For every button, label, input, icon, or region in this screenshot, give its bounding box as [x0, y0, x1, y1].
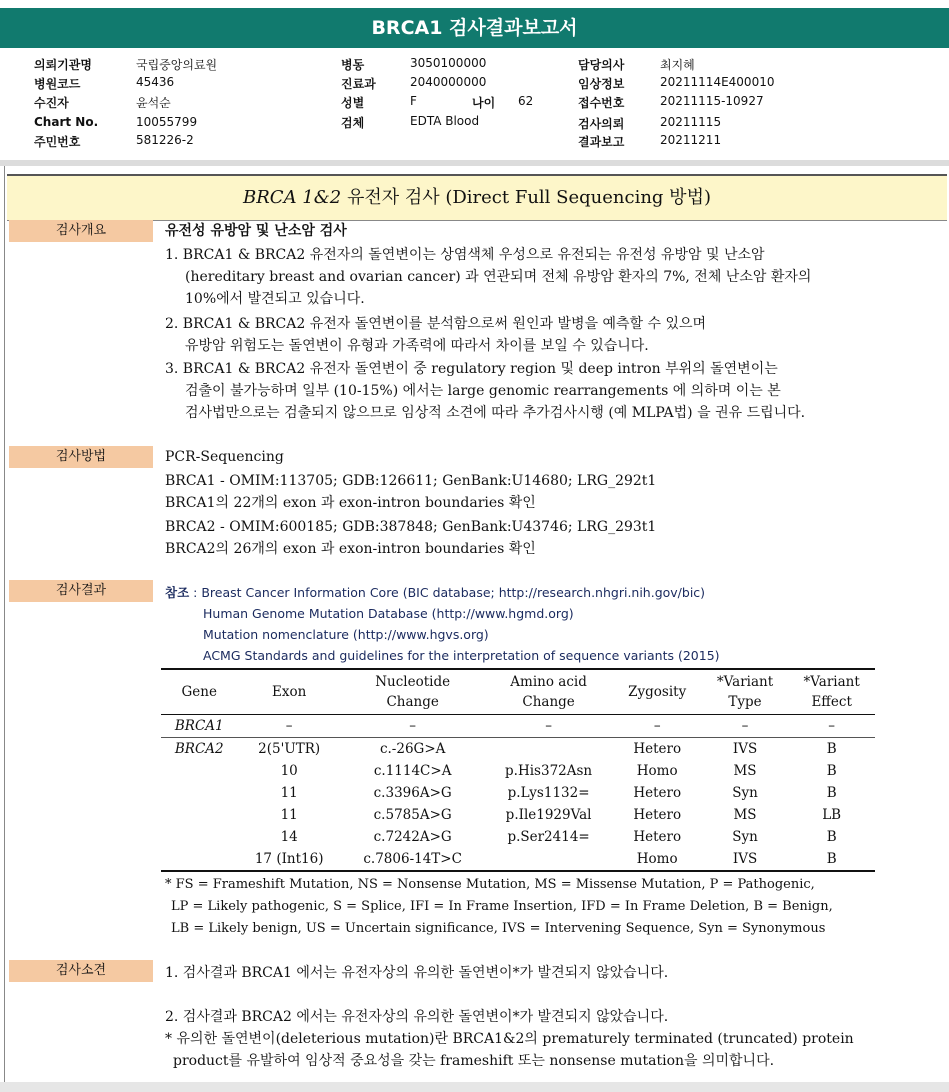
overview-item1-line1: 1. BRCA1 & BRCA2 유전자의 돌연변이는 상염색체 우성으로 유전되는 유전성 유방암 및 난소암: [165, 247, 765, 263]
scanned-report: [4, 166, 949, 1086]
table-row: 14 c.7242A>G p.Ser2414= Hetero Syn B: [280, 829, 837, 845]
header-variant-effect: *Variant Effect: [788, 669, 875, 715]
note-line-2: LP = Likely pathogenic, S = Splice, IFI = In Frame Insertion, IFD = In Frame Deletion, B = Benign,: [171, 899, 833, 914]
banner-text: 유전자 검사 (Direct Full Sequencing 방법): [346, 187, 711, 208]
table-row: 17 (Int16) c.7806-14T>C Homo IVS B: [161, 848, 875, 871]
patient-name-label: 수진자: [34, 96, 69, 110]
age-value: 62: [518, 94, 534, 108]
references-list: 참조 : Breast Cancer Information Core (BIC database; http://research.nhgri.nih.gov/bic) Human Genome Mutation Database (http://www.hgmd.org) Mutation nomenclature (http://www.hgvs.org) ACMG Standards and guidelines for the interpretation of sequence variants (2015): [165, 582, 720, 666]
sex-value: F: [410, 94, 417, 108]
chart-no-value: 10055799: [136, 115, 198, 129]
method-brca2-exons: BRCA2의 26개의 exon 과 exon-intron boundaries 확인: [165, 541, 536, 557]
banner-gene: BRCA 1&2: [243, 187, 342, 208]
method-brca2-refs: BRCA2 - OMIM:600185; GDB:387848; GenBank:U43746; LRG_293t1: [165, 519, 657, 535]
method-title: PCR-Sequencing: [165, 449, 284, 465]
section-findings-label: 검사소견: [9, 960, 153, 982]
header-nucleotide: Nucleotide Change: [341, 669, 485, 715]
specimen-value: EDTA Blood: [410, 114, 480, 128]
finding-brca2: 2. 검사결과 BRCA2 에서는 유전자상의 유의한 돌연변이*가 발견되지 않았습니다.: [165, 1009, 669, 1025]
section-result-label: 검사결과: [9, 580, 153, 602]
overview-heading: 유전성 유방암 및 난소암 검사: [165, 223, 347, 239]
reference-acmg: ACMG Standards and guidelines for the interpretation of sequence variants (2015): [203, 648, 720, 663]
department-label: 진료과: [341, 77, 376, 91]
overview-item3-line2: 검출이 불가능하며 일부 (10-15%) 에서는 large genomic rearrangements 에 의하며 이는 본: [185, 383, 781, 399]
test-banner: [7, 174, 947, 221]
specimen-label: 검체: [341, 116, 365, 130]
table-row: 11 c.5785A>G p.Ile1929Val Hetero MS LB: [280, 807, 842, 823]
findings-text: [165, 962, 854, 1072]
overview-item3-line3: 검사법만으로는 검출되지 않으므로 임상적 소견에 따라 추가검사시행 (예 MLPA법) 을 권유 드립니다.: [185, 405, 806, 421]
header-exon: Exon: [238, 669, 341, 715]
chart-no-label: Chart No.: [34, 115, 99, 129]
sex-label: 성별: [341, 96, 365, 110]
ward-label: 병동: [341, 58, 365, 72]
request-date-value: 20211115: [660, 115, 722, 129]
resident-no-label: 주민번호: [34, 135, 81, 149]
request-date-label: 검사의뢰: [578, 117, 625, 131]
patient-info-panel: [0, 56, 949, 156]
finding-definition-2: product를 유발하여 임상적 중요성을 갖는 frameshift 또는 nonsense mutation을 의미합니다.: [173, 1053, 775, 1069]
hospital-code-label: 병원코드: [34, 77, 81, 91]
table-row: 11 c.3396A>G p.Lys1132= Hetero Syn B: [280, 785, 837, 801]
overview-item2-line1: 2. BRCA1 & BRCA2 유전자 돌연변이를 분석함으로써 원인과 발병을 예측할 수 있으며: [165, 316, 707, 332]
referring-institution-value: 국립중앙의료원: [136, 58, 218, 72]
table-row: BRCA2 2(5'UTR) c.-26G>A Hetero IVS B: [174, 741, 837, 757]
physician-label: 담당의사: [578, 58, 625, 72]
accession-no-label: 접수번호: [578, 96, 625, 110]
department-value: 2040000000: [410, 75, 487, 89]
age-label: 나이: [472, 96, 496, 110]
overview-item1-line2: (hereditary breast and ovarian cancer) 과 연관되며 전체 유방암 환자의 7%, 전체 난소암 환자의: [185, 269, 812, 285]
header-gene: Gene: [161, 669, 238, 715]
section-overview-label: 검사개요: [9, 220, 153, 242]
references-label: 참조: [165, 585, 190, 600]
table-header-row: [161, 669, 875, 715]
header-zygosity: Zygosity: [613, 669, 702, 715]
finding-brca1: 1. 검사결과 BRCA1 에서는 유전자상의 유의한 돌연변이*가 발견되지 않았습니다.: [165, 965, 669, 981]
resident-no-value: 581226-2: [136, 133, 194, 147]
note-line-3: LB = Likely benign, US = Uncertain significance, IVS = Intervening Sequence, Syn = Synonymous: [171, 921, 826, 936]
finding-definition-1: * 유의한 돌연변이(deleterious mutation)란 BRCA1&2의 prematurely terminated (truncated) protein: [165, 1031, 854, 1047]
method-brca1-refs: BRCA1 - OMIM:113705; GDB:126611; GenBank:U14680; LRG_292t1: [165, 473, 657, 489]
hospital-code-value: 45436: [136, 75, 175, 89]
abbreviation-notes: [165, 874, 833, 940]
clinical-info-value: 20211114E400010: [660, 75, 775, 89]
header-variant-type: *Variant Type: [702, 669, 789, 715]
section-method-label: 검사방법: [9, 446, 153, 468]
clinical-info-label: 임상정보: [578, 77, 625, 91]
accession-no-value: 20211115-10927: [660, 94, 764, 108]
patient-name-value: 윤석순: [136, 96, 171, 110]
reference-bic: Breast Cancer Information Core (BIC database; http://research.nhgri.nih.gov/bic): [201, 585, 706, 600]
overview-item2-line2: 유방암 위험도는 돌연변이 유형과 가족력에 따라서 차이를 보일 수 있습니다.: [185, 338, 649, 354]
ward-value: 3050100000: [410, 56, 487, 70]
report-date-value: 20211211: [660, 133, 722, 147]
method-brca1-exons: BRCA1의 22개의 exon 과 exon-intron boundaries 확인: [165, 495, 536, 511]
physician-value: 최지혜: [660, 58, 695, 72]
note-line-1: * FS = Frameshift Mutation, NS = Nonsense Mutation, MS = Missense Mutation, P = Pathogenic,: [165, 877, 815, 892]
referring-institution-label: 의뢰기관명: [34, 58, 92, 72]
report-date-label: 결과보고: [578, 135, 625, 149]
window-bottom-bar: [0, 1082, 949, 1092]
table-row: 10 c.1114C>A p.His372Asn Homo MS B: [280, 763, 837, 779]
variant-table: [161, 668, 875, 872]
report-title: BRCA1 검사결과보고서: [0, 8, 949, 48]
reference-hgmd: Human Genome Mutation Database (http://www.hgmd.org): [203, 606, 574, 621]
reference-hgvs: Mutation nomenclature (http://www.hgvs.org): [203, 627, 489, 642]
overview-item1-line3: 10%에서 발견되고 있습니다.: [185, 291, 365, 307]
table-row: BRCA1 – – – – – –: [161, 715, 875, 738]
header-amino-acid: Amino acid Change: [485, 669, 613, 715]
overview-item3-line1: 3. BRCA1 & BRCA2 유전자 돌연변이 중 regulatory region 및 deep intron 부위의 돌연변이는: [165, 361, 778, 377]
